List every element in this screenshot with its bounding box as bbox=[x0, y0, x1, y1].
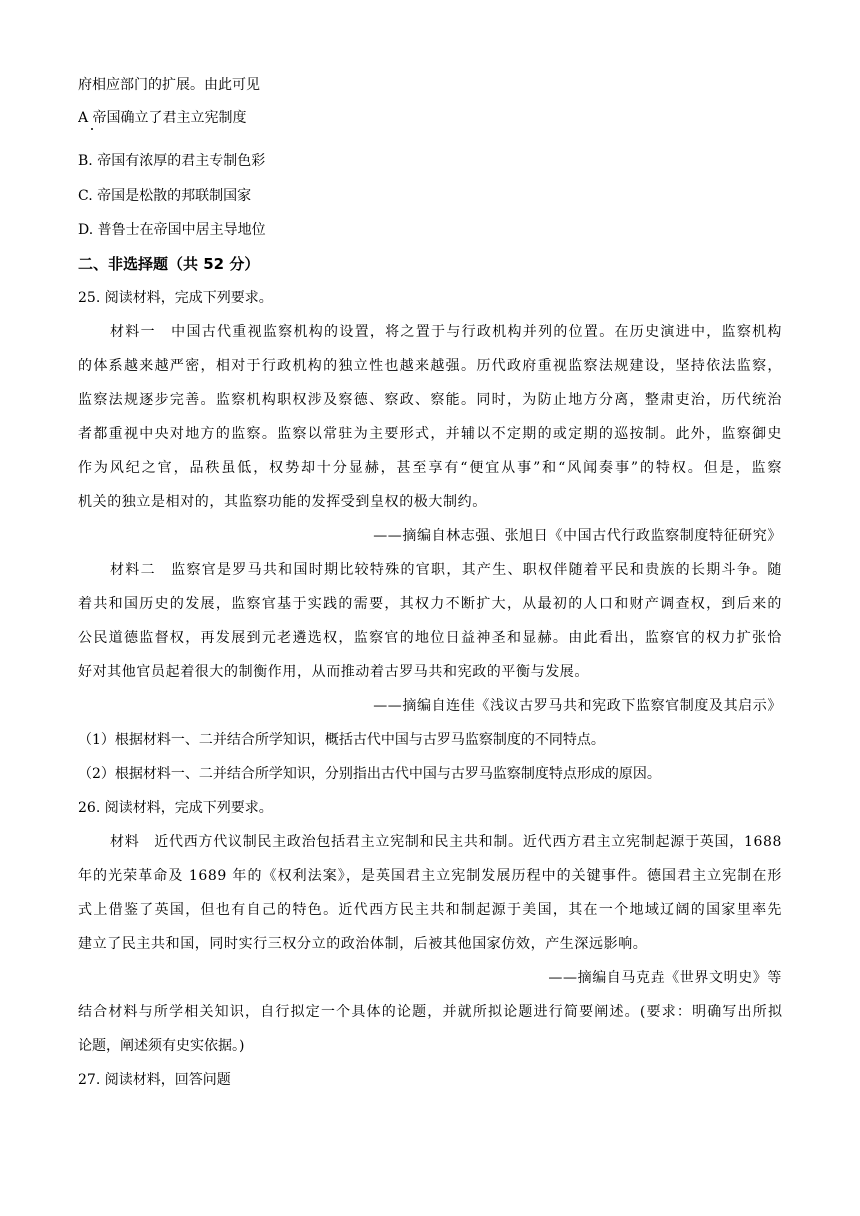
material-2-source: ——摘编自连佳《浅议古罗马共和宪政下监察官制度及其启示》 bbox=[373, 698, 782, 714]
question-26-task: 论题，阐述须有史实依据。) bbox=[78, 1038, 245, 1054]
text-line-continuation: 府相应部门的扩展。由此可见 bbox=[78, 77, 260, 93]
question-26-task: 结合材料与所学相关知识，自行拟定一个具体的论题，并就所拟论题进行简要阐述。(要求：明确写出所拟 bbox=[78, 1004, 782, 1020]
material-2-line: 着共和国历史的发展，监察官基于实践的需要，其权力不断扩大，从最初的人口和财产调查权，到后来的 bbox=[78, 596, 782, 612]
option-d: D. 普鲁士在帝国中居主导地位 bbox=[78, 222, 266, 238]
material-3-source: ——摘编自马克垚《世界文明史》等 bbox=[548, 970, 782, 986]
question-27-heading: 27. 阅读材料，回答问题 bbox=[78, 1072, 231, 1088]
material-2-line: 公民道德监督权，再发展到元老遴选权，监察官的地位日益神圣和显赫。由此看出，监察官的权力扩张恰 bbox=[78, 630, 782, 646]
option-c: C. 帝国是松散的邦联制国家 bbox=[78, 188, 252, 204]
question-26-heading: 26. 阅读材料，完成下列要求。 bbox=[78, 800, 273, 816]
material-3-line: 式上借鉴了英国，但也有自己的特色。近代西方民主共和制起源于美国，其在一个地域辽阔的国家里率先 bbox=[78, 902, 782, 918]
material-1-source: ——摘编自林志强、张旭日《中国古代行政监察制度特征研究》 bbox=[373, 528, 782, 544]
material-1-line: 监察法规逐步完善。监察机构职权涉及察德、察政、察能。同时，为防止地方分离，整肃吏治，历代统治 bbox=[78, 392, 782, 408]
material-1-line: 作为风纪之官，品秩虽低，权势却十分显赫，甚至享有“便宜从事”和“风闻奏事”的特权。但是，监察 bbox=[78, 460, 782, 476]
material-1-line: 的体系越来越严密，相对于行政机构的独立性也越来越强。历代政府重视监察法规建设，坚持依法监察， bbox=[78, 358, 782, 374]
material-1-line: 材料一 中国古代重视监察机构的设置，将之置于与行政机构并列的位置。在历史演进中，监察机构 bbox=[110, 324, 782, 340]
emphasis-dot bbox=[91, 128, 93, 130]
option-a: A 帝国确立了君主立宪制度 bbox=[78, 110, 247, 126]
material-3-line: 材料 近代西方代议制民主政治包括君主立宪制和民主共和制。近代西方君主立宪制起源于英国，1688 bbox=[110, 834, 782, 850]
question-25-heading: 25. 阅读材料，完成下列要求。 bbox=[78, 290, 273, 306]
material-3-line: 建立了民主共和国，同时实行三权分立的政治体制，后被其他国家仿效，产生深远影响。 bbox=[78, 936, 648, 952]
question-25-part-1: （1）根据材料一、二并结合所学知识，概括古代中国与古罗马监察制度的不同特点。 bbox=[78, 732, 605, 748]
material-3-line: 年的光荣革命及 1689 年的《权利法案》，是英国君主立宪制发展历程中的关键事件。德国君主立宪制在形 bbox=[78, 868, 782, 884]
material-2-line: 好对其他官员起着很大的制衡作用，从而推动着古罗马共和宪政的平衡与发展。 bbox=[78, 664, 589, 680]
material-1-line: 者都重视中央对地方的监察。监察以常驻为主要形式，并辅以不定期的或定期的巡按制。此外，监察御史 bbox=[78, 426, 782, 442]
option-b: B. 帝国有浓厚的君主专制色彩 bbox=[78, 153, 266, 169]
question-25-part-2: （2）根据材料一、二并结合所学知识，分别指出古代中国与古罗马监察制度特点形成的原因。 bbox=[78, 766, 661, 782]
section-heading: 二、非选择题（共 52 分） bbox=[78, 255, 260, 273]
material-2-line: 材料二 监察官是罗马共和国时期比较特殊的官职，其产生、职权伴随着平民和贵族的长期斗争。随 bbox=[110, 562, 782, 578]
material-1-line: 机关的独立是相对的，其监察功能的发挥受到皇权的极大制约。 bbox=[78, 494, 487, 510]
